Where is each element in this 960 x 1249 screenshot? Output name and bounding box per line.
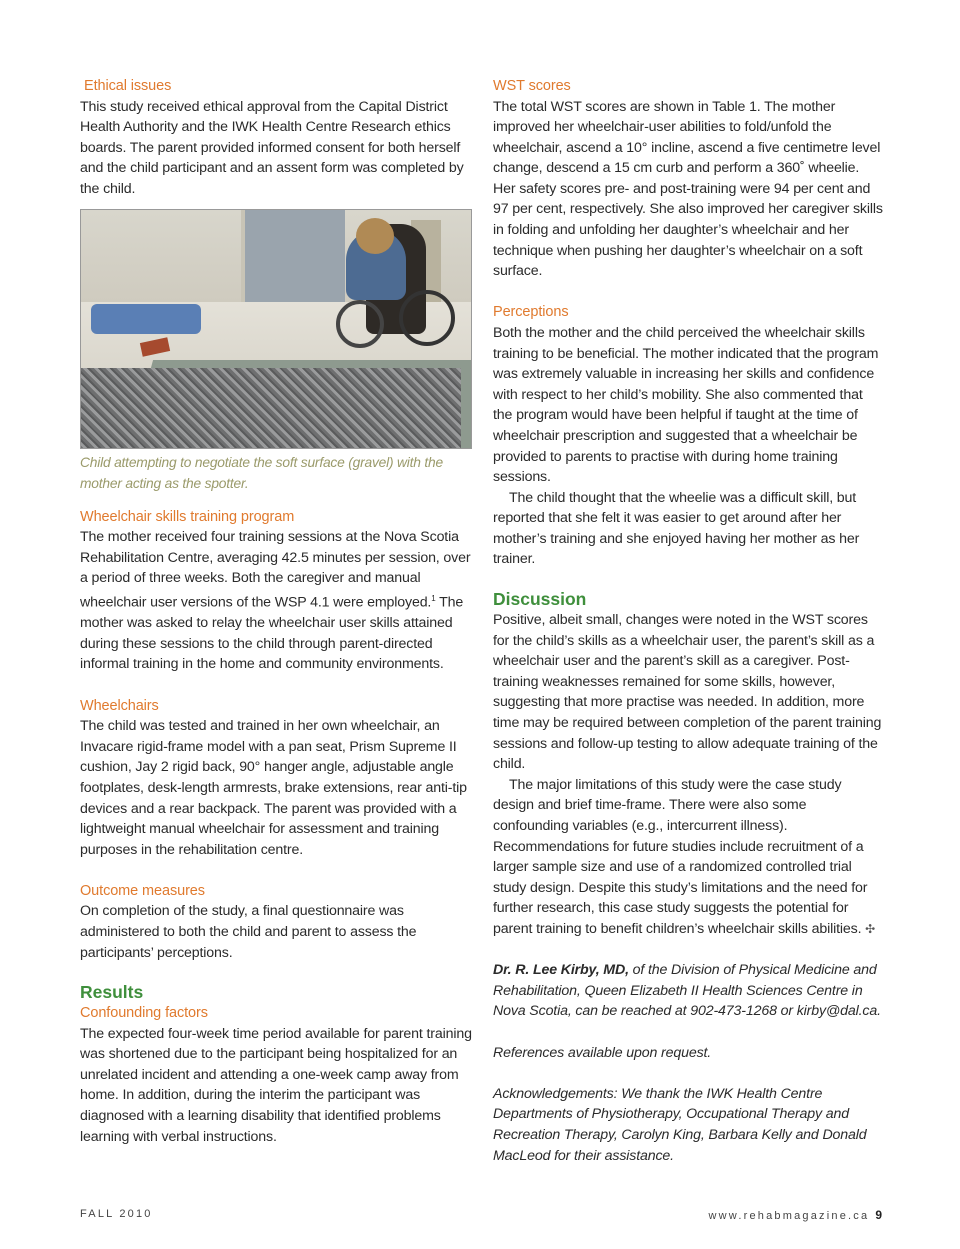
end-mark-icon: ✣ [865,921,876,936]
perceptions-text-2: The child thought that the wheelie was a difficult skill, but reported that she felt it was easier to get around after her mother’s training and she enjoyed having her mother as her trainer. [493,489,860,568]
references-note: References available upon request. [493,1044,712,1061]
wheelchairs-heading: Wheelchairs [80,697,159,714]
confounding-factors-heading: Confounding factors [80,1005,208,1022]
discussion-text-2-body: The major limitations of this study were the case study design and brief time-frame. There were also some confounding variables (e.g., intercurrent illness). Recommendations for future studies include recruitment of a larger sample size and use of a randomized controlled trial study design. Despite this study’s limitations and the need for further research, this case study suggests the potential for parent training to benefit children’s wheelchair skills abilities. [493,776,868,937]
ethical-issues-heading: Ethical issues [84,78,172,94]
wheelchair-photo [80,209,472,449]
page-number: 9 [875,1208,882,1222]
author-name: Dr. R. Lee Kirby, MD, [493,962,629,979]
footer-right [709,1208,882,1222]
training-program-heading: Wheelchair skills training program [80,508,295,525]
wst-scores-text: The total WST scores are shown in Table 1. The mother improved her wheelchair-user abilities to fold/unfold the wheelchair, ascend a 10° incline, ascend a five centimetre level change, descend a 15 cm curb and perform a 360˚ wheelie. Her safety scores pre- and post-training were 94 per cent and 97 per cent, respectively. She also improved her caregiver skills in folding and unfolding her daughter’s wheelchair and her technique when pushing her daughter’s wheelchair on a soft surface. [493,98,883,280]
training-footnote-ref: 1 [431,593,436,603]
outcome-measures-text: On completion of the study, a final questionnaire was administered to both the child and parent to assess the participants’ perceptions. [80,903,417,961]
discussion-text-1: Positive, albeit small, changes were noted in the WST scores for the child’s skills as a wheelchair user, the parent’s skill as a wheelchair user and the parent’s skill as a caregiver. Post-training weaknesses remained for some skills, however, suggesting that more practise was needed. In addition, more time may be required between completion of the parent training sessions and follow-up testing to allow adequate training of the child. [493,612,882,773]
outcome-measures-heading: Outcome measures [80,882,205,899]
training-text-part-2: The mother was asked to relay the wheelchair user skills attained during these sessions to the child through parent-directed informal training in the home and community environments. [80,594,464,673]
training-program-text [80,527,472,675]
results-heading: Results [80,982,144,1003]
photo-blue-mat [91,304,201,334]
perceptions-heading: Perceptions [493,304,569,321]
discussion-text-2 [493,775,885,940]
wst-scores-heading: WST scores [493,78,571,94]
discussion-heading: Discussion [493,589,587,610]
perceptions-text-1: Both the mother and the child perceived the wheelchair skills training to be beneficial. The mother indicated that the program was extremely valuable in increasing her skills and confidence with respect to her child’s mobility. She also commented that the program would have been helpful if taught at the time of wheelchair prescription and suggested that a wheelchair be provided to parents to practise with during home training sessions. [493,324,879,486]
training-text-part-1: The mother received four training sessions at the Nova Scotia Rehabilitation Centre, averaging 42.5 minutes per session, over a period of three weeks. Both the caregiver and manual wheelchair user versions of the WSP 4.1 were employed. [80,529,471,611]
left-column [80,76,472,1147]
footer-issue: FALL 2010 [80,1208,153,1220]
author-bio-text: of the Division of Physical Medicine and Rehabilitation, Queen Elizabeth II Health Sciences Centre in Nova Scotia, can be reached at 902-473-1268 or kirby@dal.ca. [493,962,881,1020]
right-column [493,76,885,1166]
photo-caption: Child attempting to negotiate the soft surface (gravel) with the mother acting as the spotter. [80,455,443,492]
ethical-issues-text: This study received ethical approval from the Capital District Health Authority and the IWK Health Centre Research ethics boards. The parent provided informed consent for both herself and the child participant and an assent form was completed by the child. [80,98,464,197]
acknowledgements: Acknowledgements: We thank the IWK Health Centre Departments of Physiotherapy, Occupational Therapy and Recreation Therapy, Carolyn King, Barbara Kelly and Donald MacLeod for their assistance. [493,1085,867,1164]
photo-gravel-surface [81,368,461,449]
footer-website: www.rehabmagazine.ca [708,1210,870,1222]
confounding-factors-text: The expected four-week time period available for parent training was shortened due to the participant being hospitalized for an unrelated incident and attending a one-week camp away from home. In addition, during the interim the participant was diagnosed with a learning disability that identified problems learning with verbal instructions. [80,1025,472,1145]
author-bio [493,960,885,1022]
wheelchairs-text: The child was tested and trained in her own wheelchair, an Invacare rigid-frame model with a pan seat, Prism Supreme II cushion, Jay 2 rigid back, 90° hanger angle, adjustable angle footplates, desk-length armrests, brake extensions, rear anti-tip devices and a rear backpack. The parent was provided with a lightweight manual wheelchair for assessment and training purposes in the rehabilitation centre. [80,718,467,858]
